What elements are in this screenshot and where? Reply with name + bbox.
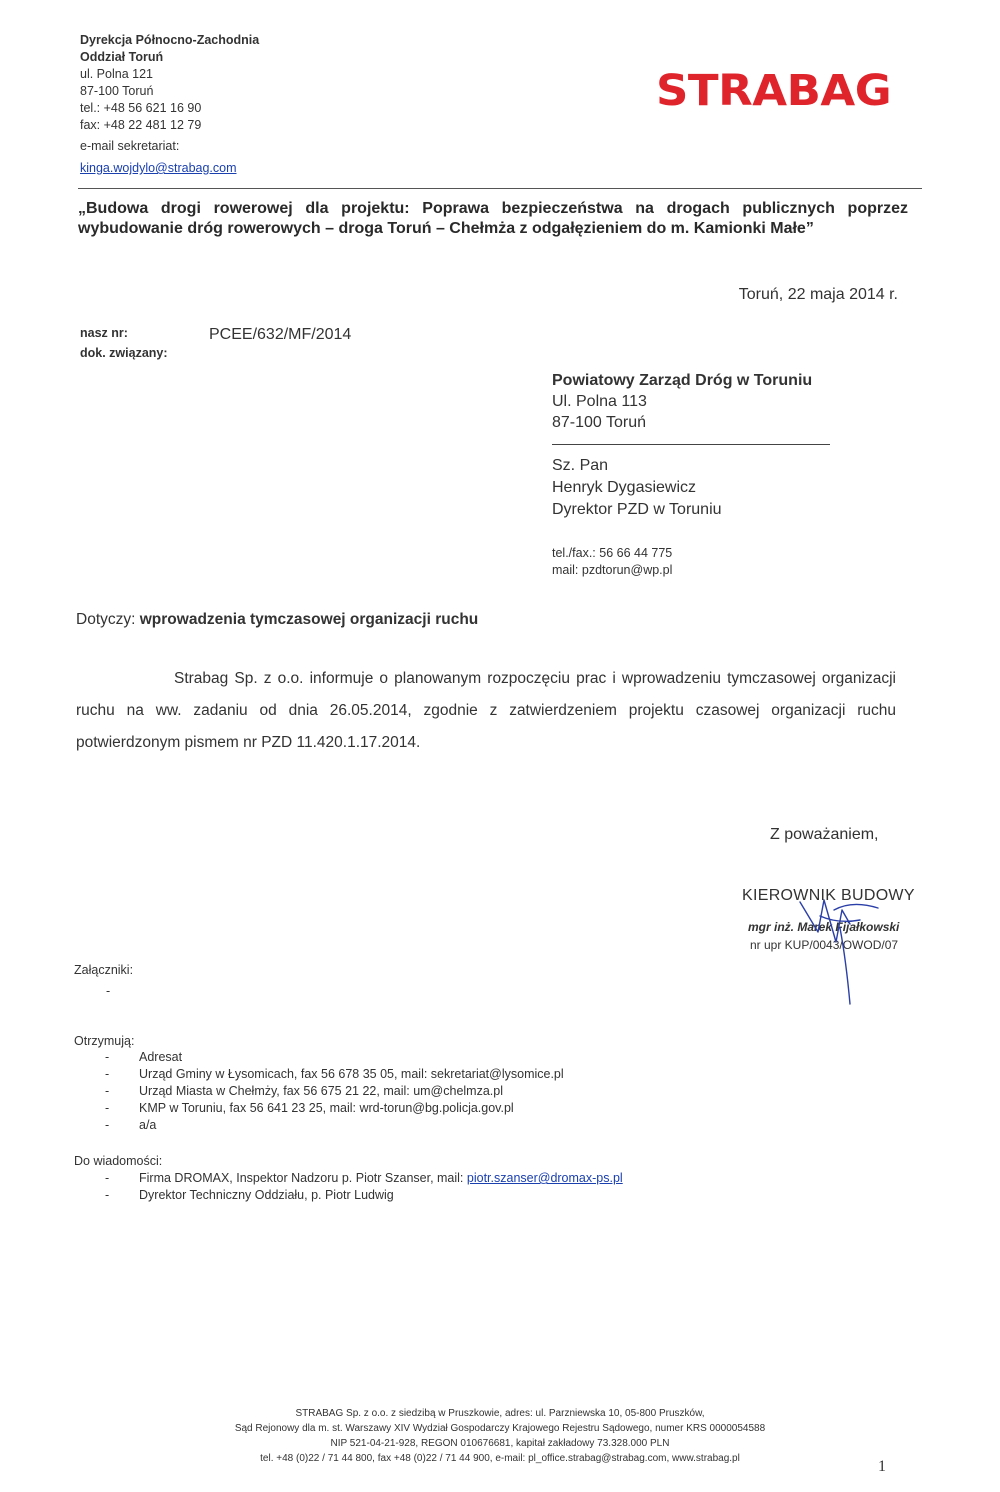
signatory-title: KIEROWNIK BUDOWY: [742, 887, 915, 904]
our-number-label: nasz nr:: [80, 326, 128, 340]
sender-tel: tel.: +48 56 621 16 90: [80, 101, 202, 115]
page-number: 1: [878, 1458, 886, 1475]
attachments-dash: -: [106, 984, 111, 998]
footer-line: tel. +48 (0)22 / 71 44 800, fax +48 (0)22 / 71 44 900, e-mail: pl_office.strabag@strabag.com, www.strabag.pl: [260, 1453, 740, 1464]
sender-division: Dyrekcja Północno-Zachodnia: [80, 33, 260, 47]
recipient-address: [552, 370, 812, 433]
sender-street: ul. Polna 121: [80, 67, 153, 81]
recipient-salutation: Sz. Pan: [552, 457, 609, 474]
recipient-role: Dyrektor PZD w Toruniu: [552, 501, 722, 518]
recipient-postal-city: 87-100 Toruń: [552, 414, 646, 431]
sender-email-label: e-mail sekretariat:: [80, 139, 180, 153]
recipients-list: [74, 1049, 564, 1134]
sender-address: [80, 32, 259, 177]
footer-line: STRABAG Sp. z o.o. z siedzibą w Pruszkowie, adres: ul. Parzniewska 10, 05-800 Pruszków,: [295, 1408, 705, 1419]
recipient-divider: [552, 444, 830, 445]
sender-branch: Oddział Toruń: [80, 50, 164, 64]
regarding-line: [76, 611, 478, 629]
recipient-person: [552, 455, 722, 521]
list-item: - a/a: [105, 1118, 157, 1132]
handwritten-signature: [780, 880, 900, 1010]
closing-regards: Z poważaniem,: [770, 826, 879, 843]
cc-email-link[interactable]: piotr.szanser@dromax-ps.pl: [466, 1171, 623, 1185]
sender-postal-city: 87-100 Toruń: [80, 84, 154, 98]
project-title: „Budowa drogi rowerowej dla projektu: Poprawa bezpieczeństwa na drogach publicznych poprzez wybudowanie dróg rowerowych – droga Toruń – Chełmża z odgałęzieniem do m. Kamionki Małe”: [78, 200, 908, 237]
signatory-name: mgr inż. Marek Fijałkowski: [748, 920, 900, 934]
letter-body: Strabag Sp. z o.o. informuje o planowanym rozpoczęciu prac i wprowadzeniu tymczasowej organizacji ruchu na ww. zadaniu od dnia 26.05.2014, zgodnie z zatwierdzeniem projektu czasowej organizacji ruchu potwierdzonym pismem nr PZD 11.420.1.17.2014.: [76, 670, 896, 751]
sender-email-link[interactable]: kinga.wojdylo@strabag.com: [80, 161, 237, 175]
list-item: - Urząd Miasta w Chełmży, fax 56 675 21 22, mail: um@chelmza.pl: [105, 1084, 503, 1098]
sender-fax: fax: +48 22 481 12 79: [80, 118, 202, 132]
recipients-label: Otrzymują:: [74, 1034, 135, 1048]
signatory-license: nr upr KUP/0043/OWOD/07: [750, 938, 899, 952]
recipient-name: Powiatowy Zarząd Dróg w Toruniu: [552, 372, 813, 389]
company-footer: [0, 1406, 1000, 1466]
footer-line: NIP 521-04-21-928, REGON 010676681, kapitał zakładowy 73.328.000 PLN: [330, 1438, 670, 1449]
header-divider: [78, 188, 922, 189]
related-document-label: dok. związany:: [80, 346, 168, 360]
recipient-mail: mail: pzdtorun@wp.pl: [552, 563, 673, 577]
list-item: - Dyrektor Techniczny Oddziału, p. Piotr Ludwig: [105, 1188, 394, 1202]
footer-line: Sąd Rejonowy dla m. st. Warszawy XIV Wydział Gospodarczy Krajowego Rejestru Sądowego, numer KRS 0000054588: [234, 1423, 766, 1434]
cc-list: [74, 1170, 623, 1204]
regarding-label: Dotyczy:: [76, 611, 136, 628]
recipient-street: Ul. Polna 113: [552, 393, 647, 410]
recipient-person-name: Henryk Dygasiewicz: [552, 479, 697, 496]
recipient-contact: [552, 545, 672, 579]
our-number-value: PCEE/632/MF/2014: [209, 326, 352, 343]
list-item: - Adresat: [105, 1050, 183, 1064]
letter-date: Toruń, 22 maja 2014 r.: [738, 286, 898, 303]
attachments-label: Załączniki:: [74, 963, 134, 977]
strabag-logo: STRABAG: [656, 65, 892, 116]
list-item: - Urząd Gminy w Łysomicach, fax 56 678 35 05, mail: sekretariat@lysomice.pl: [105, 1067, 564, 1081]
regarding-text: wprowadzenia tymczasowej organizacji ruchu: [139, 611, 479, 628]
cc-label: Do wiadomości:: [74, 1154, 163, 1168]
recipient-telfax: tel./fax.: 56 66 44 775: [552, 546, 673, 560]
list-item: - KMP w Toruniu, fax 56 641 23 25, mail: wrd-torun@bg.policja.gov.pl: [105, 1101, 514, 1115]
list-item: - Firma DROMAX, Inspektor Nadzoru p. Piotr Szanser, mail: piotr.szanser@dromax-ps.pl: [105, 1171, 623, 1185]
